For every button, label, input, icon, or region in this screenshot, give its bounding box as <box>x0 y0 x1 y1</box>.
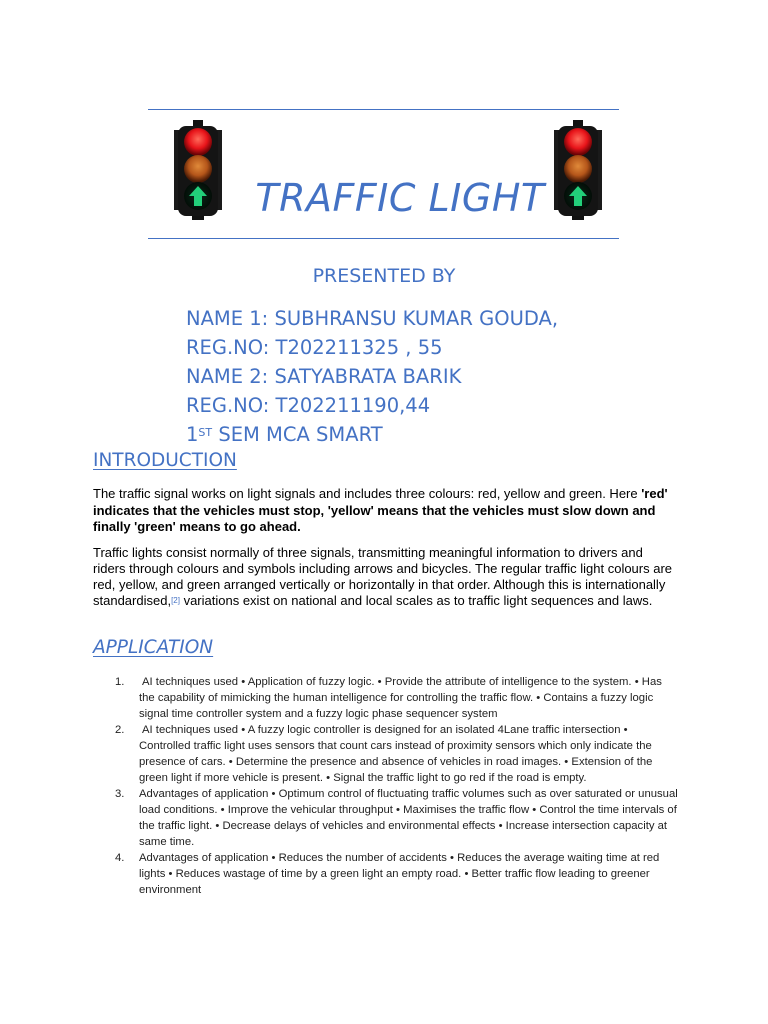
document-title: TRAFFIC LIGHT <box>255 176 545 220</box>
list-item <box>0 674 679 722</box>
list-item <box>0 850 679 898</box>
application-heading: APPLICATION <box>93 637 214 658</box>
author-block <box>186 304 558 449</box>
intro-p2-text-2: variations exist on national and local scales as to traffic light sequences and laws. <box>179 593 653 608</box>
presented-by-heading: PRESENTED BY <box>312 265 456 287</box>
list-item-text: Advantages of application • Reduces the number of accidents • Reduces the average waiting time at red lights • Reduces wastage of time by a green light an empty road. • Better traffic flow leading to greener environment <box>139 852 660 896</box>
bottom-rule <box>148 238 619 239</box>
introduction-paragraph-2 <box>93 545 678 609</box>
citation-link[interactable]: [2] <box>171 596 180 605</box>
list-item-number: 2. <box>115 724 125 736</box>
intro-p1-text: The traffic signal works on light signals and includes three colours: red, yellow and green. Here <box>93 486 642 501</box>
list-item-text: AI techniques used • A fuzzy logic controller is designed for an isolated 4Lane traffic intersection • Controlled traffic light uses sensors that count cars instead of proximity sensors which only indicate the presence of cars. • Determine the presence and absence of vehicles in road images. • Extension of the green light if more vehicle is present. • Signal the traffic light to go red if the road is empty. <box>139 724 653 784</box>
semester-text: SEM MCA SMART <box>212 423 383 446</box>
list-item-number: 3. <box>115 788 125 800</box>
list-item-text: AI techniques used • Application of fuzzy logic. • Provide the attribute of intelligence to the system. • Has the capability of mimicking the human intelligence for controlling the traffic flow. • Contains a fuzzy logic signal time controller system and a fuzzy logic phase sequencer system <box>139 676 662 720</box>
intro-p1-bold: 'red' indicates that the vehicles must stop, 'yellow' means that the vehicles must slow down and finally 'green' means to go ahead. <box>93 486 668 534</box>
semester-number: 1 <box>186 423 199 446</box>
introduction-heading: INTRODUCTION <box>93 450 237 471</box>
semester-line <box>186 420 558 449</box>
top-rule <box>148 109 619 110</box>
list-item-number: 4. <box>115 852 125 864</box>
list-item <box>0 722 679 786</box>
author-name-1: NAME 1: SUBHRANSU KUMAR GOUDA, <box>186 307 559 330</box>
list-item-text: Advantages of application • Optimum control of fluctuating traffic volumes such as over saturated or unusual load conditions. • Improve the vehicular throughput • Maximises the traffic flow • Control the time intervals of the traffic light. • Decrease delays of vehicles and environmental effects • Increase intersection capacity at same time. <box>139 788 678 848</box>
list-item-number: 1. <box>115 676 125 688</box>
list-item <box>0 786 679 850</box>
author-reg-1: REG.NO: T202211325 , 55 <box>186 336 443 359</box>
semester-suffix: ST <box>198 426 213 439</box>
intro-p2-text-1: Traffic lights consist normally of three signals, transmitting meaningful information to drivers and riders through colours and symbols including arrows and bicycles. The regular traffic light colours are red, yellow, and green arranged vertically or horizontally in that order. Although this is internationally standardised, <box>93 545 673 608</box>
application-list <box>0 674 768 898</box>
author-reg-2: REG.NO: T202211190,44 <box>186 394 431 417</box>
introduction-paragraph-1 <box>93 486 678 536</box>
author-name-2: NAME 2: SATYABRATA BARIK <box>186 365 462 388</box>
